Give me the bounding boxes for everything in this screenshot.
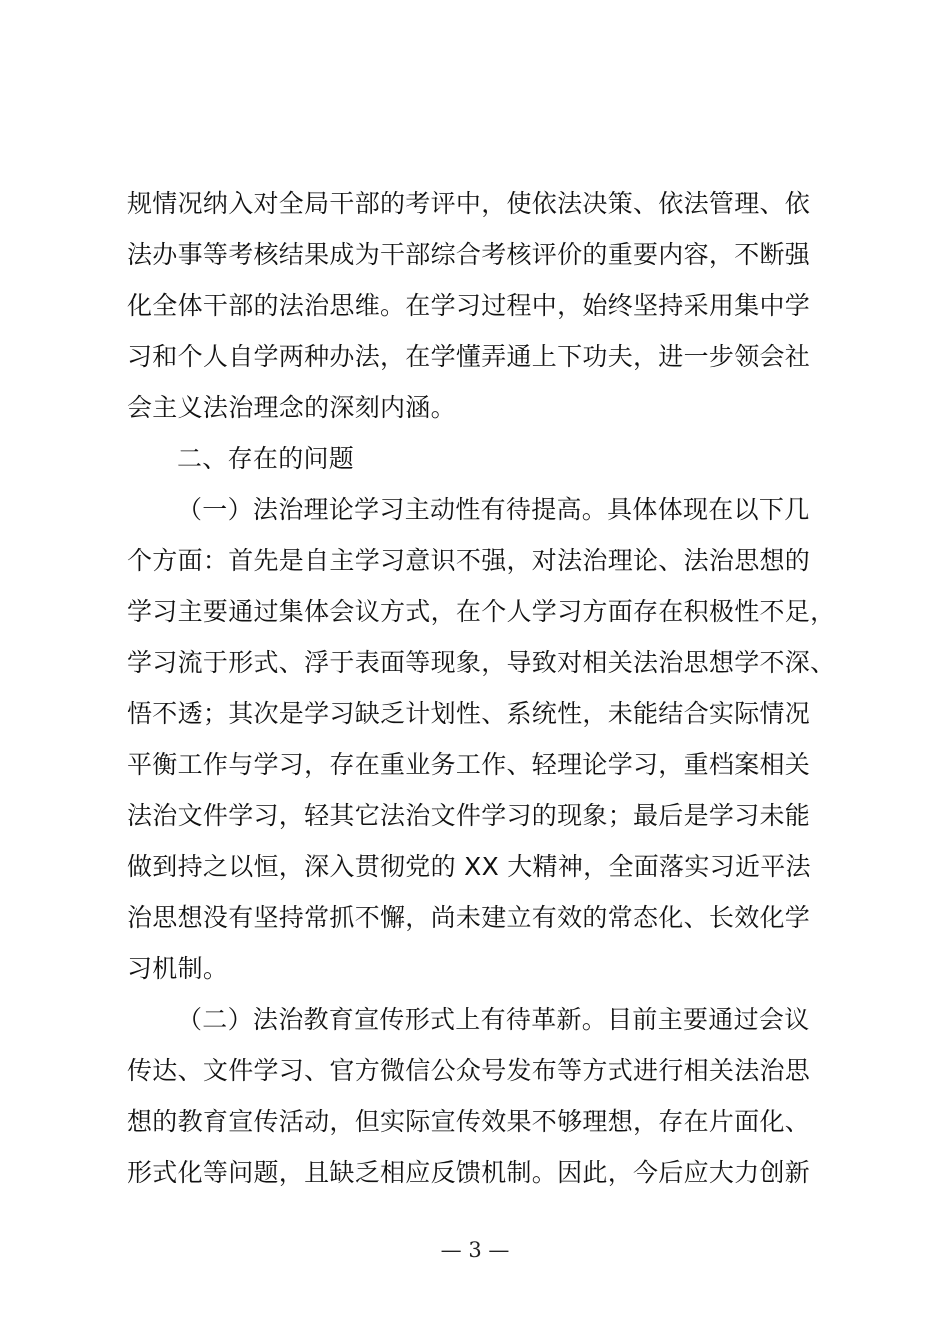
text-line: 平衡工作与学习，存在重业务工作、轻理论学习，重档案相关 [127, 750, 811, 779]
text-line: 治思想没有坚持常抓不懈，尚未建立有效的常态化、长效化学 [127, 903, 811, 932]
text-line: 规情况纳入对全局干部的考评中，使依法决策、依法管理、依 [127, 189, 811, 218]
text-line: 做到持之以恒，深入贯彻党的 XX 大精神，全面落实习近平法 [127, 852, 811, 881]
text-line: 想的教育宣传活动，但实际宣传效果不够理想，存在片面化、 [127, 1107, 811, 1136]
text-line: 法治文件学习，轻其它法治文件学习的现象；最后是学习未能 [127, 801, 811, 830]
document-body [127, 178, 836, 1198]
text-line: 化全体干部的法治思维。在学习过程中，始终坚持采用集中学 [127, 291, 811, 320]
text-line: 法办事等考核结果成为干部综合考核评价的重要内容，不断强 [127, 240, 811, 269]
text-line: 学习流于形式、浮于表面等现象，导致对相关法治思想学不深、 [127, 648, 836, 677]
text-line: 个方面：首先是自主学习意识不强，对法治理论、法治思想的 [127, 546, 811, 575]
continuation-paragraph [127, 178, 827, 433]
text-line: 学习主要通过集体会议方式，在个人学习方面存在积极性不足， [127, 597, 836, 626]
paragraph-learning-initiative [127, 484, 836, 994]
paragraph-education-publicity [127, 994, 827, 1198]
text-line: 悟不透；其次是学习缺乏计划性、系统性，未能结合实际情况 [127, 699, 811, 728]
heading-text: 二、存在的问题 [177, 444, 355, 473]
text-line: 传达、文件学习、官方微信公众号发布等方式进行相关法治思 [127, 1056, 811, 1085]
text-line: （二）法治教育宣传形式上有待革新。目前主要通过会议 [177, 1005, 810, 1034]
page-number: — 3 — [440, 1238, 510, 1262]
text-line: 习机制。 [127, 954, 229, 983]
text-line: 习和个人自学两种办法，在学懂弄通上下功夫，进一步领会社 [127, 342, 811, 371]
text-line: 会主义法治理念的深刻内涵。 [127, 393, 456, 422]
text-line: （一）法治理论学习主动性有待提高。具体体现在以下几 [177, 495, 810, 524]
section-heading [127, 433, 827, 484]
text-line: 形式化等问题，且缺乏相应反馈机制。因此，今后应大力创新 [127, 1158, 811, 1187]
